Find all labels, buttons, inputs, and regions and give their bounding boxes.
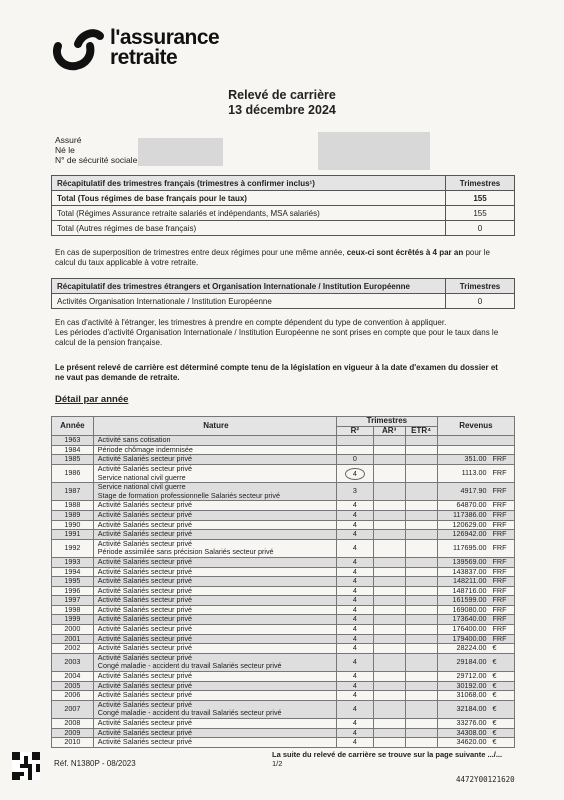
row-r2 (336, 653, 373, 671)
row-revenue: 1113.00 (437, 464, 490, 482)
row-etr4 (405, 455, 437, 465)
row-ar3 (373, 625, 405, 635)
row-etr4 (405, 691, 437, 701)
row-ar3 (373, 520, 405, 530)
row-ar3 (373, 501, 405, 511)
row-etr4 (405, 445, 437, 455)
row-revenue: 29712.00 (437, 672, 490, 682)
row-r2-value: 4 (352, 595, 357, 605)
row-r2-value: 4 (352, 727, 357, 737)
row-year: 2008 (52, 719, 94, 729)
row-nature (93, 644, 336, 654)
row-currency: FRF (491, 530, 515, 540)
row-year: 1985 (52, 455, 94, 465)
row-ar3 (373, 634, 405, 644)
row-etr4 (405, 728, 437, 738)
nature-line: Activité Salariés secteur privé (97, 727, 193, 737)
nature-line: Activité Salariés secteur privé (97, 633, 193, 643)
row-currency: € (491, 644, 515, 654)
row-currency: FRF (491, 455, 515, 465)
nature-line: Activité Salariés secteur privé (97, 509, 193, 519)
row-r2-value: 4 (352, 671, 357, 681)
row-year: 1992 (52, 539, 94, 557)
col-trimestres: Trimestres (336, 417, 437, 427)
row-r2-value: 4 (352, 500, 357, 510)
row-revenue: 29184.00 (437, 653, 490, 671)
row-ar3 (373, 691, 405, 701)
row-nature (93, 464, 336, 482)
row-revenue: 139569.00 (437, 557, 490, 567)
row-r2-value: 4 (352, 704, 357, 714)
row-etr4 (405, 596, 437, 606)
row-year: 2007 (52, 700, 94, 718)
row-etr4 (405, 483, 437, 501)
note-legislation: Le présent relevé de carrière est déterminé compte tenu de la législation en vigueur à la date d'examen du dossier et ne vaut pas demande de retraite. (55, 363, 498, 382)
row-ar3 (373, 738, 405, 748)
page-number: 1/2 (272, 759, 283, 768)
nature-line: Activité Salariés secteur privé (97, 519, 193, 529)
row-r2 (336, 738, 373, 748)
row-etr4 (405, 644, 437, 654)
table-row (52, 501, 515, 511)
french-row-label: Total (Autres régimes de base français) (52, 221, 446, 236)
table-row (52, 436, 515, 446)
nature-line: Activité Salariés secteur privé (97, 690, 193, 700)
nature-line: Activité Salariés secteur privé (97, 718, 193, 727)
french-box-header: Récapitulatif des trimestres français (trimestres à confirmer inclus¹) (52, 176, 446, 191)
row-ar3 (373, 644, 405, 654)
row-revenue: 351.00 (437, 455, 490, 465)
row-year: 2010 (52, 738, 94, 748)
row-ar3 (373, 483, 405, 501)
row-nature (93, 577, 336, 587)
row-revenue: 34308.00 (437, 728, 490, 738)
nature-line: Activité Salariés secteur privé (97, 566, 193, 576)
row-r2-value: 4 (352, 718, 357, 727)
col-ar3: AR³ (373, 426, 405, 436)
row-nature (93, 530, 336, 540)
row-nature (93, 510, 336, 520)
row-ar3 (373, 596, 405, 606)
row-r2 (336, 530, 373, 540)
redacted-block-left (138, 138, 223, 166)
nature-line: Activité Salariés secteur privé (97, 556, 193, 566)
table-row (52, 510, 515, 520)
detail-table (51, 416, 515, 748)
table-row (52, 464, 515, 482)
row-year: 2004 (52, 672, 94, 682)
row-currency: € (491, 719, 515, 729)
row-r2-value: 4 (352, 680, 357, 690)
table-row (52, 719, 515, 729)
row-r2-value: 4 (352, 633, 357, 643)
row-year: 1991 (52, 530, 94, 540)
row-nature (93, 672, 336, 682)
row-year: 2002 (52, 644, 94, 654)
suite-text: La suite du relevé de carrière se trouve sur la page suivante .../... (272, 750, 503, 759)
row-etr4 (405, 634, 437, 644)
row-year: 2009 (52, 728, 94, 738)
row-ar3 (373, 681, 405, 691)
col-nature: Nature (93, 417, 336, 436)
row-etr4 (405, 567, 437, 577)
row-year: 1999 (52, 615, 94, 625)
row-ar3 (373, 539, 405, 557)
label-assure: Assuré (55, 135, 82, 145)
row-nature (93, 738, 336, 748)
row-nature (93, 557, 336, 567)
row-etr4 (405, 557, 437, 567)
row-currency: € (491, 681, 515, 691)
row-currency: FRF (491, 557, 515, 567)
row-r2-value: 4 (352, 576, 357, 586)
row-revenue: 143837.00 (437, 567, 490, 577)
row-nature (93, 483, 336, 501)
row-currency: FRF (491, 483, 515, 501)
row-ar3 (373, 445, 405, 455)
row-revenue: 173640.00 (437, 615, 490, 625)
nature-line: Activité sans cotisation (97, 435, 171, 445)
row-ar3 (373, 464, 405, 482)
row-etr4 (405, 520, 437, 530)
row-currency: FRF (491, 464, 515, 482)
row-currency (491, 436, 515, 446)
french-box-header-col: Trimestres (446, 176, 515, 191)
row-etr4 (405, 501, 437, 511)
row-revenue: 30192.00 (437, 681, 490, 691)
row-etr4 (405, 605, 437, 615)
row-currency: FRF (491, 539, 515, 557)
row-year: 2006 (52, 691, 94, 701)
row-year: 2005 (52, 681, 94, 691)
continuation-note (272, 750, 502, 768)
table-row (52, 672, 515, 682)
row-currency: FRF (491, 596, 515, 606)
row-year: 2001 (52, 634, 94, 644)
table-row (52, 483, 515, 501)
row-r2-value: 4 (352, 690, 357, 700)
row-nature (93, 596, 336, 606)
row-ar3 (373, 567, 405, 577)
row-revenue: 179400.00 (437, 634, 490, 644)
row-r2 (336, 436, 373, 446)
row-etr4 (405, 653, 437, 671)
nature-line: Service national civil guerre (97, 482, 186, 492)
row-ar3 (373, 700, 405, 718)
row-year: 1994 (52, 567, 94, 577)
col-r2: R² (336, 426, 373, 436)
table-row (52, 577, 515, 587)
table-row (52, 691, 515, 701)
row-revenue: 4917.90 (437, 483, 490, 501)
row-revenue: 117386.00 (437, 510, 490, 520)
nature-line: Activité Salariés secteur privé (97, 500, 193, 510)
row-currency: FRF (491, 567, 515, 577)
row-etr4 (405, 615, 437, 625)
nature-line: Activité Salariés secteur privé (97, 643, 193, 653)
row-currency: FRF (491, 634, 515, 644)
row-etr4 (405, 625, 437, 635)
row-nature (93, 501, 336, 511)
french-row-label: Total (Tous régimes de base français pour le taux) (52, 191, 446, 206)
row-etr4 (405, 672, 437, 682)
row-etr4 (405, 586, 437, 596)
nature-line: Activité Salariés secteur privé (97, 585, 193, 595)
nature-line: Activité Salariés secteur privé (97, 680, 193, 690)
row-etr4 (405, 700, 437, 718)
row-year: 1987 (52, 483, 94, 501)
logo-line2: retraite (110, 46, 178, 69)
row-r2-value: 4 (352, 624, 357, 634)
row-r2-value: 0 (352, 454, 357, 464)
row-currency: € (491, 672, 515, 682)
row-r2-value: 4 (352, 543, 357, 553)
table-row (52, 700, 515, 718)
foreign-quarters-table (51, 278, 515, 309)
row-nature (93, 539, 336, 557)
row-r2-value: 4 (352, 556, 357, 566)
row-ar3 (373, 719, 405, 729)
nature-line: Activité Salariés secteur privé (97, 538, 193, 548)
row-r2 (336, 483, 373, 501)
foreign-row-value: 0 (446, 294, 515, 309)
row-r2-value: 4 (352, 529, 357, 539)
table-row (52, 596, 515, 606)
row-revenue (437, 436, 490, 446)
row-year: 1993 (52, 557, 94, 567)
row-year: 1998 (52, 605, 94, 615)
row-nature (93, 691, 336, 701)
row-etr4 (405, 464, 437, 482)
row-year: 1989 (52, 510, 94, 520)
row-r2-value: 4 (352, 519, 357, 529)
row-revenue: 148716.00 (437, 586, 490, 596)
row-revenue: 28224.00 (437, 644, 490, 654)
row-etr4 (405, 577, 437, 587)
document-title: Relevé de carrière (228, 88, 336, 102)
foreign-box-header-col: Trimestres (446, 279, 515, 294)
nature-line: Activité Salariés secteur privé (97, 576, 193, 586)
row-ar3 (373, 510, 405, 520)
row-r2 (336, 644, 373, 654)
row-year: 1990 (52, 520, 94, 530)
table-row (52, 557, 515, 567)
note2-line2: Les périodes d'activité Organisation Internationale / Institution Européenne ne sont prises en compte que pour le taux dans le calcul de la pension française. (55, 328, 499, 347)
col-annee: Année (52, 417, 94, 436)
row-currency: FRF (491, 520, 515, 530)
row-currency: FRF (491, 586, 515, 596)
foreign-box-header: Récapitulatif des trimestres étrangers et Organisation Internationale / Institution Européenne (52, 279, 446, 294)
row-ar3 (373, 577, 405, 587)
row-currency: FRF (491, 625, 515, 635)
logo-text (110, 28, 219, 68)
row-revenue: 126942.00 (437, 530, 490, 540)
nature-line: Congé maladie - accident du travail Salariés secteur privé (97, 708, 282, 718)
row-ar3 (373, 455, 405, 465)
note1-bold: ceux-ci sont écrêtés à 4 par an (346, 248, 464, 257)
nature-line: Activité Salariés secteur privé (97, 624, 193, 634)
table-row (52, 653, 515, 671)
document-code: 4472Y00121620 (456, 775, 515, 784)
note1-text2: pour le calcul du taux applicable à votre retraite. (55, 248, 490, 267)
row-currency: € (491, 691, 515, 701)
col-etr4: ETR⁴ (405, 426, 437, 436)
row-etr4 (405, 436, 437, 446)
nature-line: Activité Salariés secteur privé (97, 699, 193, 709)
row-r2 (336, 700, 373, 718)
label-ne-le: Né le (55, 145, 75, 155)
row-revenue: 148211.00 (437, 577, 490, 587)
nature-line: Congé maladie - accident du travail Salariés secteur privé (97, 661, 282, 671)
logo-line1: l'assurance (110, 26, 220, 49)
document-date: 13 décembre 2024 (228, 103, 336, 117)
row-r2 (336, 539, 373, 557)
row-revenue: 32184.00 (437, 700, 490, 718)
redacted-block-right (318, 132, 430, 170)
foreign-row-label: Activités Organisation Internationale / Institution Européenne (52, 294, 446, 309)
nature-line: Service national civil guerre (97, 472, 186, 482)
row-etr4 (405, 681, 437, 691)
row-ar3 (373, 530, 405, 540)
row-currency: FRF (491, 615, 515, 625)
row-revenue: 117695.00 (437, 539, 490, 557)
row-r2-value: 4 (352, 585, 357, 595)
row-revenue: 176400.00 (437, 625, 490, 635)
row-ar3 (373, 436, 405, 446)
row-currency: FRF (491, 501, 515, 511)
nature-line: Période assimilée sans précision Salariés secteur privé (97, 547, 274, 557)
note1-text: En cas de superposition de trimestres entre deux régimes pour une même année, (55, 248, 347, 257)
row-currency: FRF (491, 510, 515, 520)
row-etr4 (405, 738, 437, 748)
row-r2-value: 4 (352, 657, 357, 667)
row-etr4 (405, 719, 437, 729)
row-year: 1963 (52, 436, 94, 446)
row-ar3 (373, 557, 405, 567)
row-year: 2000 (52, 625, 94, 635)
identity-labels (55, 135, 137, 165)
row-currency: € (491, 700, 515, 718)
table-row (52, 530, 515, 540)
french-quarters-table (51, 175, 515, 236)
row-r2-value: 4 (352, 604, 357, 614)
french-row-value: 155 (446, 191, 515, 206)
row-r2-value: 4 (352, 643, 357, 653)
row-revenue: 34620.00 (437, 738, 490, 748)
row-currency: € (491, 728, 515, 738)
row-r2-value: 4 (352, 614, 357, 624)
french-row-value: 155 (446, 206, 515, 221)
row-currency: FRF (491, 577, 515, 587)
row-nature (93, 625, 336, 635)
row-ar3 (373, 615, 405, 625)
nature-line: Activité Salariés secteur privé (97, 463, 193, 473)
table-row (52, 539, 515, 557)
detail-table-body (52, 436, 515, 748)
row-ar3 (373, 653, 405, 671)
row-year: 1988 (52, 501, 94, 511)
french-row-label: Total (Régimes Assurance retraite salariés et indépendants, MSA salariés) (52, 206, 446, 221)
row-ar3 (373, 586, 405, 596)
row-revenue: 169080.00 (437, 605, 490, 615)
row-revenue: 161599.00 (437, 596, 490, 606)
note-superposition (55, 248, 505, 268)
row-currency: FRF (491, 605, 515, 615)
row-r2 (336, 691, 373, 701)
nature-line: Activité Salariés secteur privé (97, 652, 193, 662)
detail-title: Détail par année (55, 394, 129, 405)
nature-line: Activité Salariés secteur privé (97, 737, 193, 747)
row-etr4 (405, 539, 437, 557)
row-r2-value: 4 (352, 509, 357, 519)
nature-line: Activité Salariés secteur privé (97, 671, 193, 681)
table-row (52, 644, 515, 654)
note-foreign (55, 318, 505, 348)
qr-code-icon (12, 752, 40, 780)
row-r2-value: 4 (352, 566, 357, 576)
row-nature (93, 436, 336, 446)
row-ar3 (373, 672, 405, 682)
row-year: 1986 (52, 464, 94, 482)
nature-line: Activité Salariés secteur privé (97, 529, 193, 539)
row-revenue: 31068.00 (437, 691, 490, 701)
row-nature (93, 653, 336, 671)
row-r2-value: 4 (352, 737, 357, 747)
row-revenue: 120629.00 (437, 520, 490, 530)
row-year: 2003 (52, 653, 94, 671)
row-nature (93, 700, 336, 718)
nature-line: Activité Salariés secteur privé (97, 595, 193, 605)
reference: Réf. N1380P - 08/2023 (54, 759, 136, 768)
row-currency: € (491, 653, 515, 671)
row-currency: € (491, 738, 515, 748)
assurance-retraite-logo-mark-icon (52, 26, 104, 72)
row-ar3 (373, 605, 405, 615)
row-year: 1995 (52, 577, 94, 587)
nature-line: Stage de formation professionnelle Salariés secteur privé (97, 490, 280, 500)
row-r2 (336, 464, 373, 482)
row-r2 (336, 455, 373, 465)
row-etr4 (405, 510, 437, 520)
nature-line: Activité Salariés secteur privé (97, 454, 193, 464)
table-row (52, 625, 515, 635)
nature-line: Activité Salariés secteur privé (97, 604, 193, 614)
col-revenus: Revenus (437, 417, 514, 436)
row-year: 1996 (52, 586, 94, 596)
note2-line1: En cas d'activité à l'étranger, les trimestres à prendre en compte dépendent du type de convention à appliquer. (55, 318, 447, 327)
nature-line: Activité Salariés secteur privé (97, 614, 193, 624)
nature-line: Période chômage indemnisée (97, 444, 193, 454)
label-secu: N° de sécurité sociale (55, 155, 138, 165)
row-year: 1997 (52, 596, 94, 606)
row-r2-value: 3 (352, 486, 357, 496)
row-revenue: 64870.00 (437, 501, 490, 511)
row-ar3 (373, 728, 405, 738)
row-nature (93, 719, 336, 729)
row-revenue: 33276.00 (437, 719, 490, 729)
french-row-value: 0 (446, 221, 515, 236)
table-row (52, 738, 515, 748)
row-year: 1984 (52, 445, 94, 455)
row-r2-value: 4 (345, 468, 365, 480)
row-etr4 (405, 530, 437, 540)
